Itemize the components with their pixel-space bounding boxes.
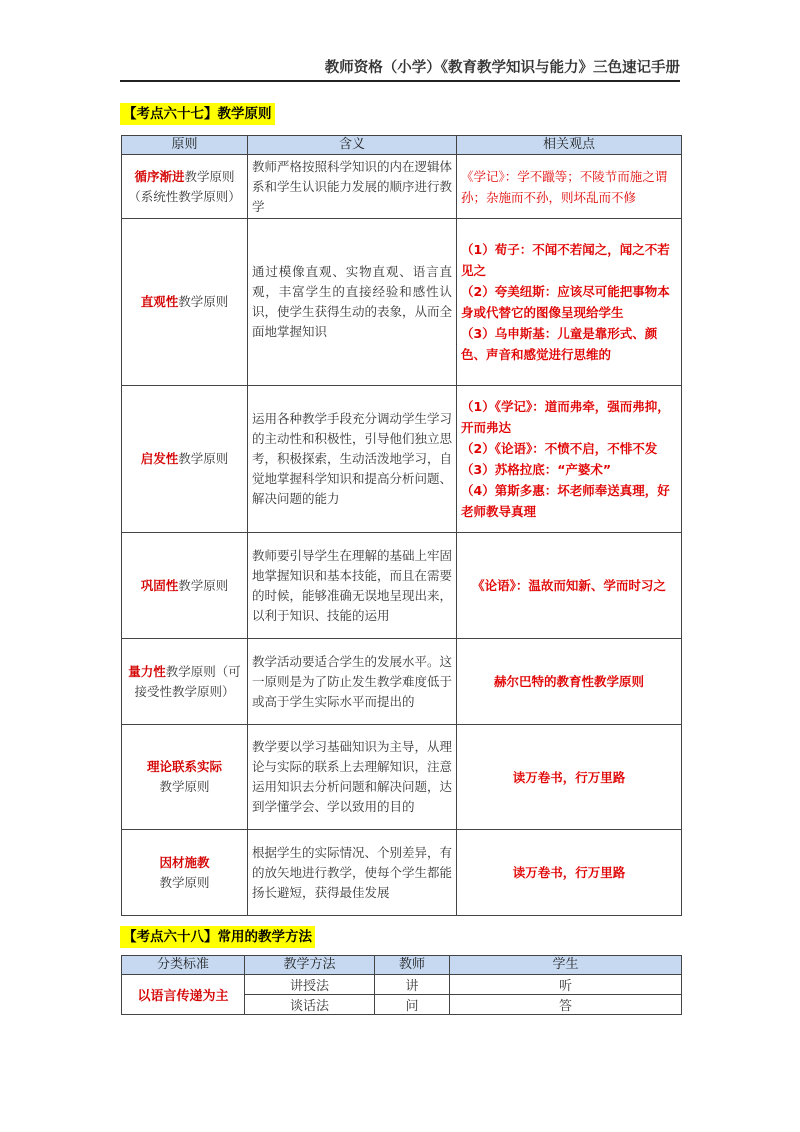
principle-views: 《学记》：学不躐等；不陵节而施之谓孙；杂施而不孙，则坏乱而不修 — [457, 155, 682, 219]
method-name: 讲授法 — [245, 975, 375, 995]
principle-views: （1）《学记》：道而弗牵，强而弗抑，开而弗达 （2）《论语》：不愤不启，不悱不发 （3）苏格拉底：“产婆术” （4）第斯多惠：坏老师奉送真理，好老师教导真理 — [457, 386, 682, 533]
table-row — [122, 830, 682, 916]
column-header-views: 相关观点 — [457, 136, 682, 155]
principle-meaning: 教学要以学习基础知识为主导，从理论与实际的联系上去理解知识，注意运用知识去分析问题和解决问题，达到学懂学会、学以致用的目的 — [248, 725, 457, 830]
principle-name: 巩固性教学原则 — [122, 533, 248, 639]
principle-meaning: 教学活动要适合学生的发展水平。这一原则是为了防止发生教学难度低于或高于学生实际水平而提出的 — [248, 639, 457, 725]
column-header-category: 分类标准 — [122, 956, 245, 975]
table-row — [122, 975, 682, 995]
principle-meaning: 教师严格按照科学知识的内在逻辑体系和学生认识能力发展的顺序进行教学 — [248, 155, 457, 219]
table-row — [122, 533, 682, 639]
method-name: 谈话法 — [245, 995, 375, 1015]
principle-name: 因材施教 教学原则 — [122, 830, 248, 916]
principle-name: 循序渐进教学原则（系统性教学原则） — [122, 155, 248, 219]
table-row — [122, 155, 682, 219]
principle-views: 赫尔巴特的教育性教学原则 — [457, 639, 682, 725]
column-header-meaning: 含义 — [248, 136, 457, 155]
section-title-teaching-methods: 【考点六十八】常用的教学方法 — [120, 926, 315, 948]
principle-views: （1）荀子：不闻不若闻之，闻之不若见之 （2）夸美纽斯：应该尽可能把事物本身或代替它的图像呈现给学生 （3）乌申斯基：儿童是靠形式、颜 色、声音和感觉进行思维的 — [457, 219, 682, 386]
principle-views: 读万卷书，行万里路 — [457, 725, 682, 830]
column-header-student: 学生 — [450, 956, 682, 975]
principle-views: 《论语》：温故而知新、学而时习之 — [457, 533, 682, 639]
table-row — [122, 386, 682, 533]
column-header-principle: 原则 — [122, 136, 248, 155]
principle-name: 量力性教学原则（可接受性教学原则） — [122, 639, 248, 725]
teacher-action: 讲 — [375, 975, 450, 995]
student-action: 听 — [450, 975, 682, 995]
teaching-principles-table — [121, 135, 682, 916]
principle-meaning: 通过模像直观、实物直观、语言直观，丰富学生的直接经验和感性认识，使学生获得生动的表象，从而全面地掌握知识 — [248, 219, 457, 386]
principle-meaning: 运用各种教学手段充分调动学生学习的主动性和积极性，引导他们独立思考，积极探索，生动活泼地学习，自觉地掌握科学知识和提高分析问题、解决问题的能力 — [248, 386, 457, 533]
column-header-teacher: 教师 — [375, 956, 450, 975]
method-category: 以语言传递为主 — [122, 975, 245, 1015]
header-divider — [120, 80, 680, 82]
principle-name: 理论联系实际 教学原则 — [122, 725, 248, 830]
section-title-teaching-principles: 【考点六十七】教学原则 — [120, 103, 275, 125]
principle-name: 启发性教学原则 — [122, 386, 248, 533]
page-header: 教师资格（小学）《教育教学知识与能力》三色速记手册 — [324, 59, 680, 76]
principle-meaning: 根据学生的实际情况、个别差异，有的放矢地进行教学，使每个学生都能扬长避短，获得最佳发展 — [248, 830, 457, 916]
table-header-row — [122, 956, 682, 975]
teaching-methods-table — [121, 955, 682, 1015]
student-action: 答 — [450, 995, 682, 1015]
column-header-method: 教学方法 — [245, 956, 375, 975]
table-row — [122, 639, 682, 725]
table-row — [122, 725, 682, 830]
principle-name: 直观性教学原则 — [122, 219, 248, 386]
principle-meaning: 教师要引导学生在理解的基础上牢固地掌握知识和基本技能，而且在需要的时候，能够准确无误地呈现出来，以利于知识、技能的运用 — [248, 533, 457, 639]
table-row — [122, 219, 682, 386]
teacher-action: 问 — [375, 995, 450, 1015]
table-header-row — [122, 136, 682, 155]
principle-views: 读万卷书，行万里路 — [457, 830, 682, 916]
